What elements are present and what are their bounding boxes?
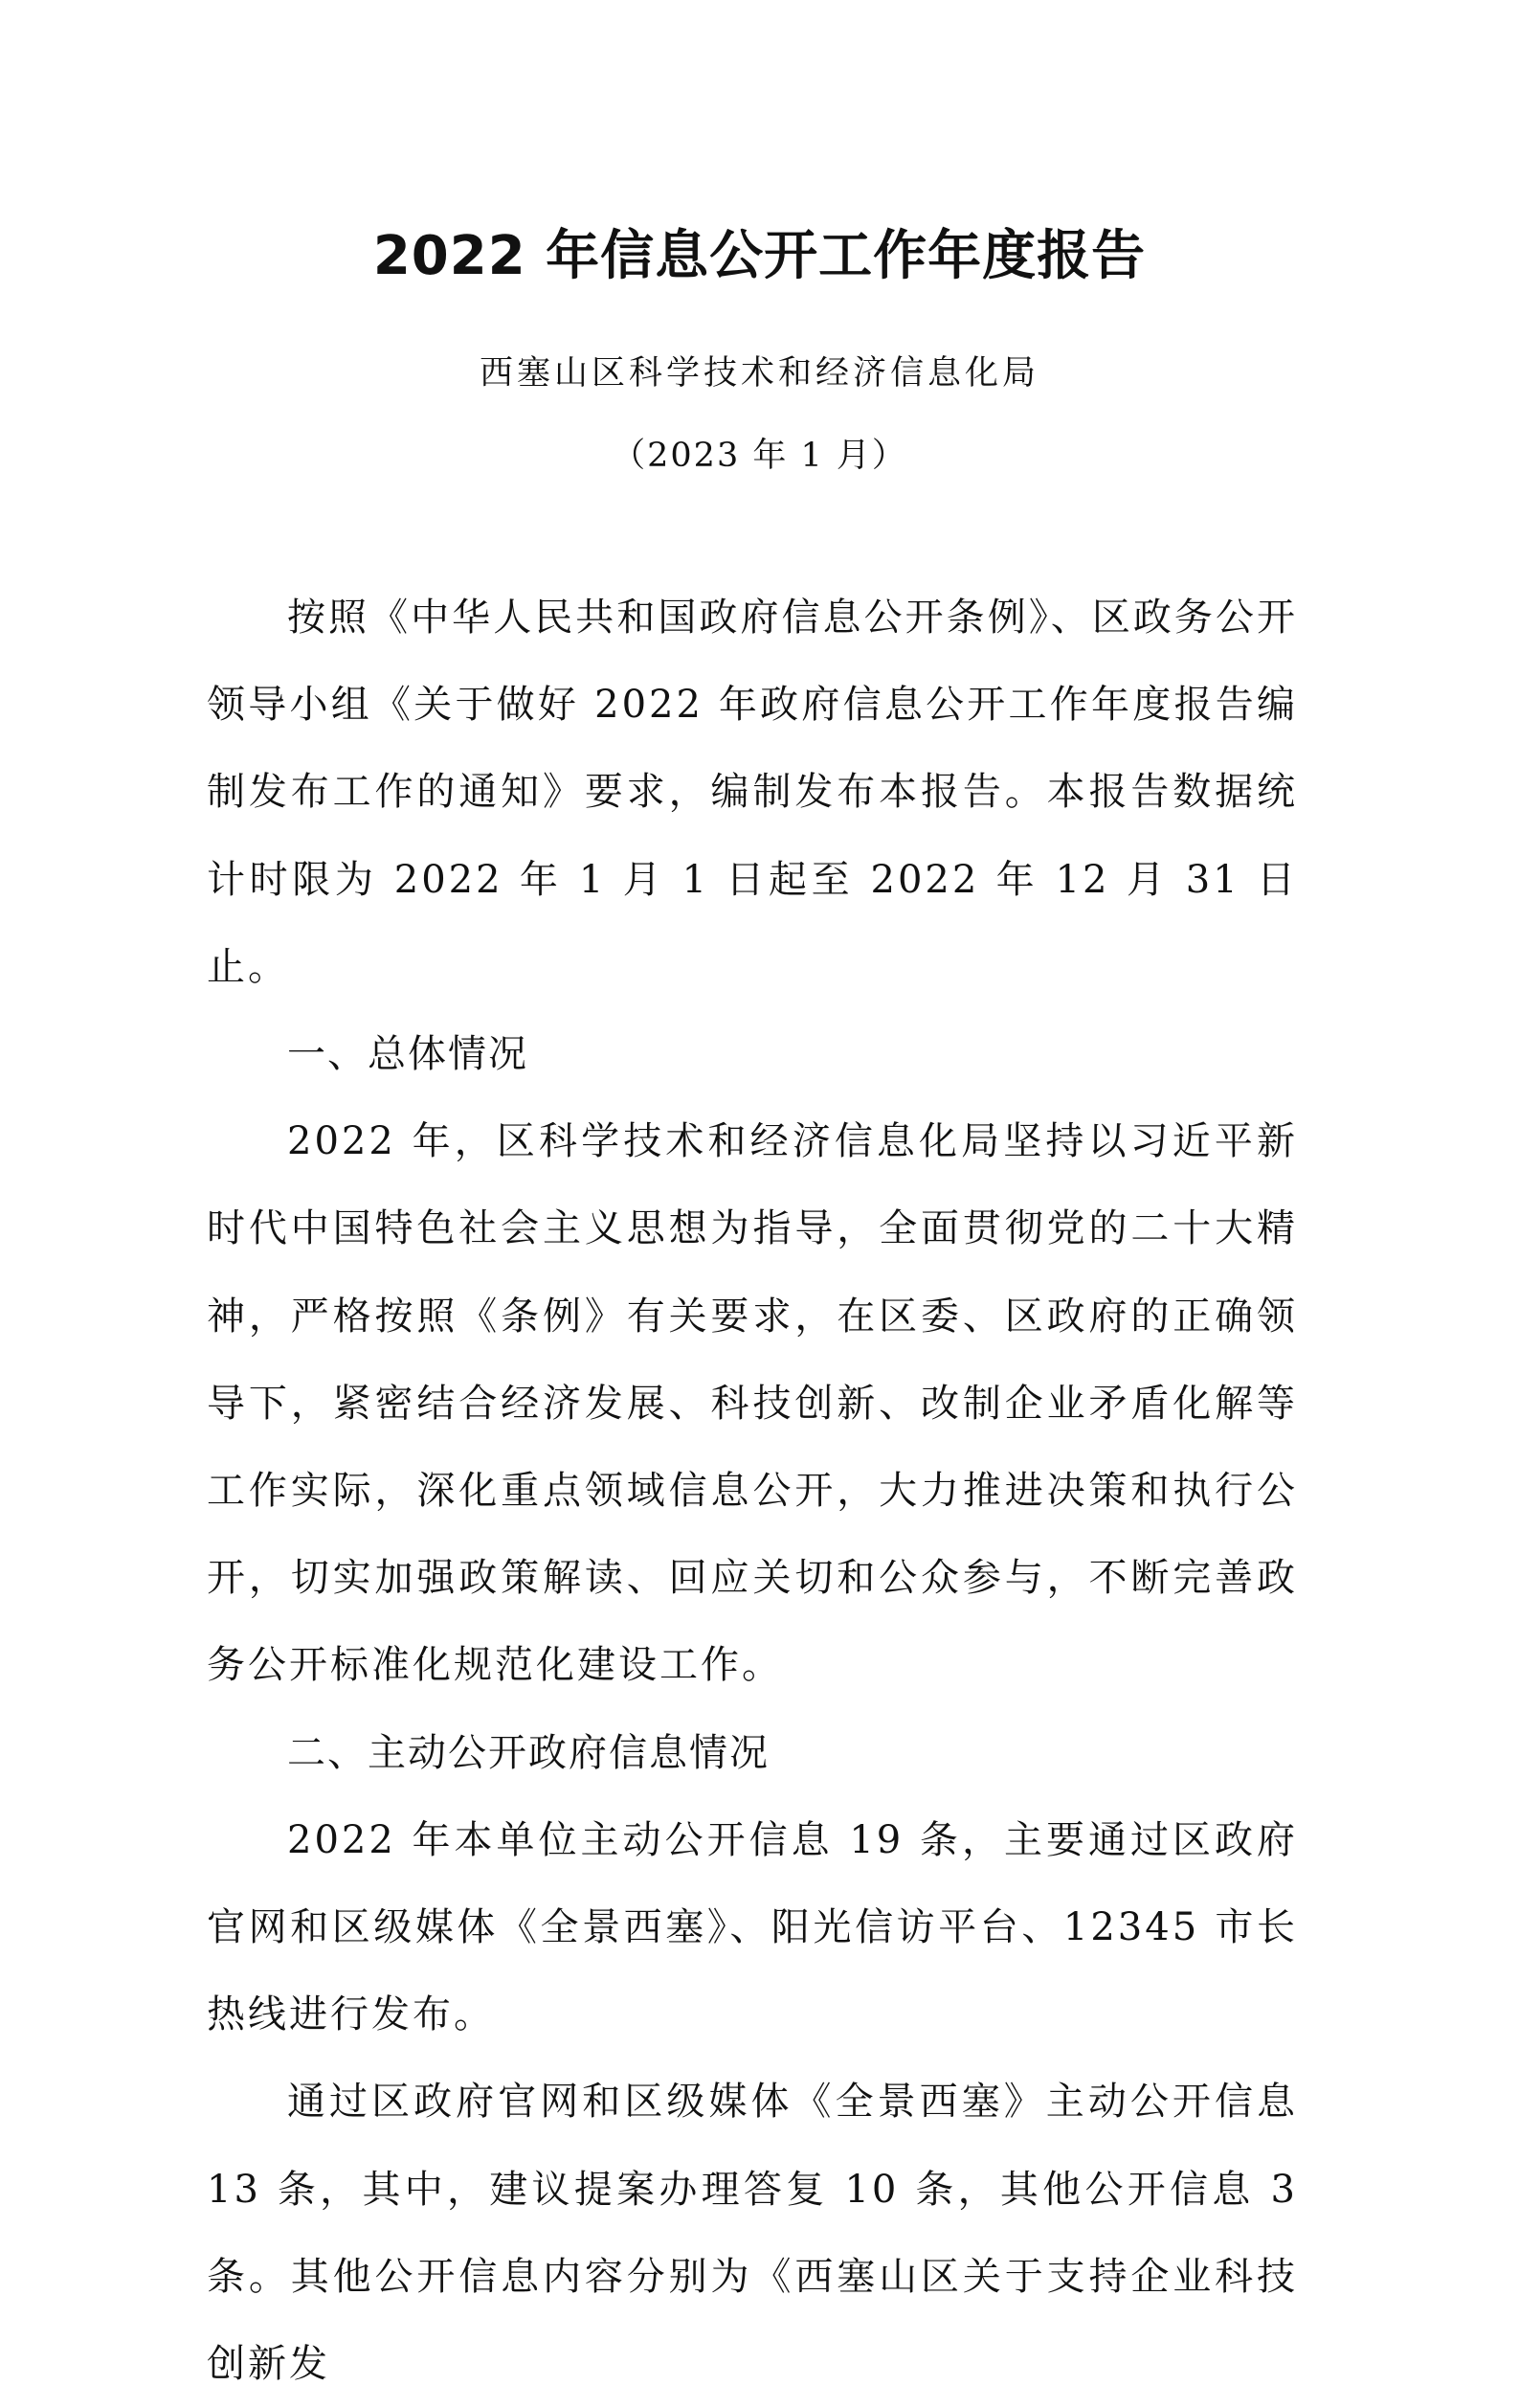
section-heading-overview: 一、总体情况 xyxy=(287,1032,528,1077)
proactive-disclosure-paragraph-1: 2022 年本单位主动公开信息 19 条，主要通过区政府官网和区级媒体《全景西塞》、阳光信访平台、12345 市长热线进行发布。 xyxy=(207,1817,1298,2037)
issuing-organization: 西塞山区科学技术和经济信息化局 xyxy=(479,354,1039,393)
proactive-disclosure-paragraph-2: 通过区政府官网和区级媒体《全景西塞》主动公开信息 13 条，其中，建议提案办理答复 10 条，其他公开信息 3 条。其他公开信息内容分别为《西塞山区关于支持企业科技创新发 xyxy=(207,2080,1298,2387)
document-title: 2022 年信息公开工作年度报告 xyxy=(372,225,1147,287)
issue-date: （2023 年 1 月） xyxy=(612,437,907,475)
section-heading-proactive-disclosure: 二、主动公开政府信息情况 xyxy=(287,1730,770,1775)
document-body xyxy=(207,574,1298,2408)
intro-paragraph: 按照《中华人民共和国政府信息公开条例》、区政务公开领导小组《关于做好 2022 年政府信息公开工作年度报告编制发布工作的通知》要求，编制发布本报告。本报告数据统计时限为 2022 年 1 月 1 日起至 2022 年 12 月 31 日止。 xyxy=(207,596,1298,989)
overview-paragraph: 2022 年，区科学技术和经济信息化局坚持以习近平新时代中国特色社会主义思想为指导，全面贯彻党的二十大精神，严格按照《条例》有关要求，在区委、区政府的正确领导下，紧密结合经济发展、科技创新、改制企业矛盾化解等工作实际，深化重点领域信息公开，大力推进决策和执行公开，切实加强政策解读、回应关切和公众参与，不断完善政务公开标准化规范化建设工作。 xyxy=(207,1119,1298,1688)
